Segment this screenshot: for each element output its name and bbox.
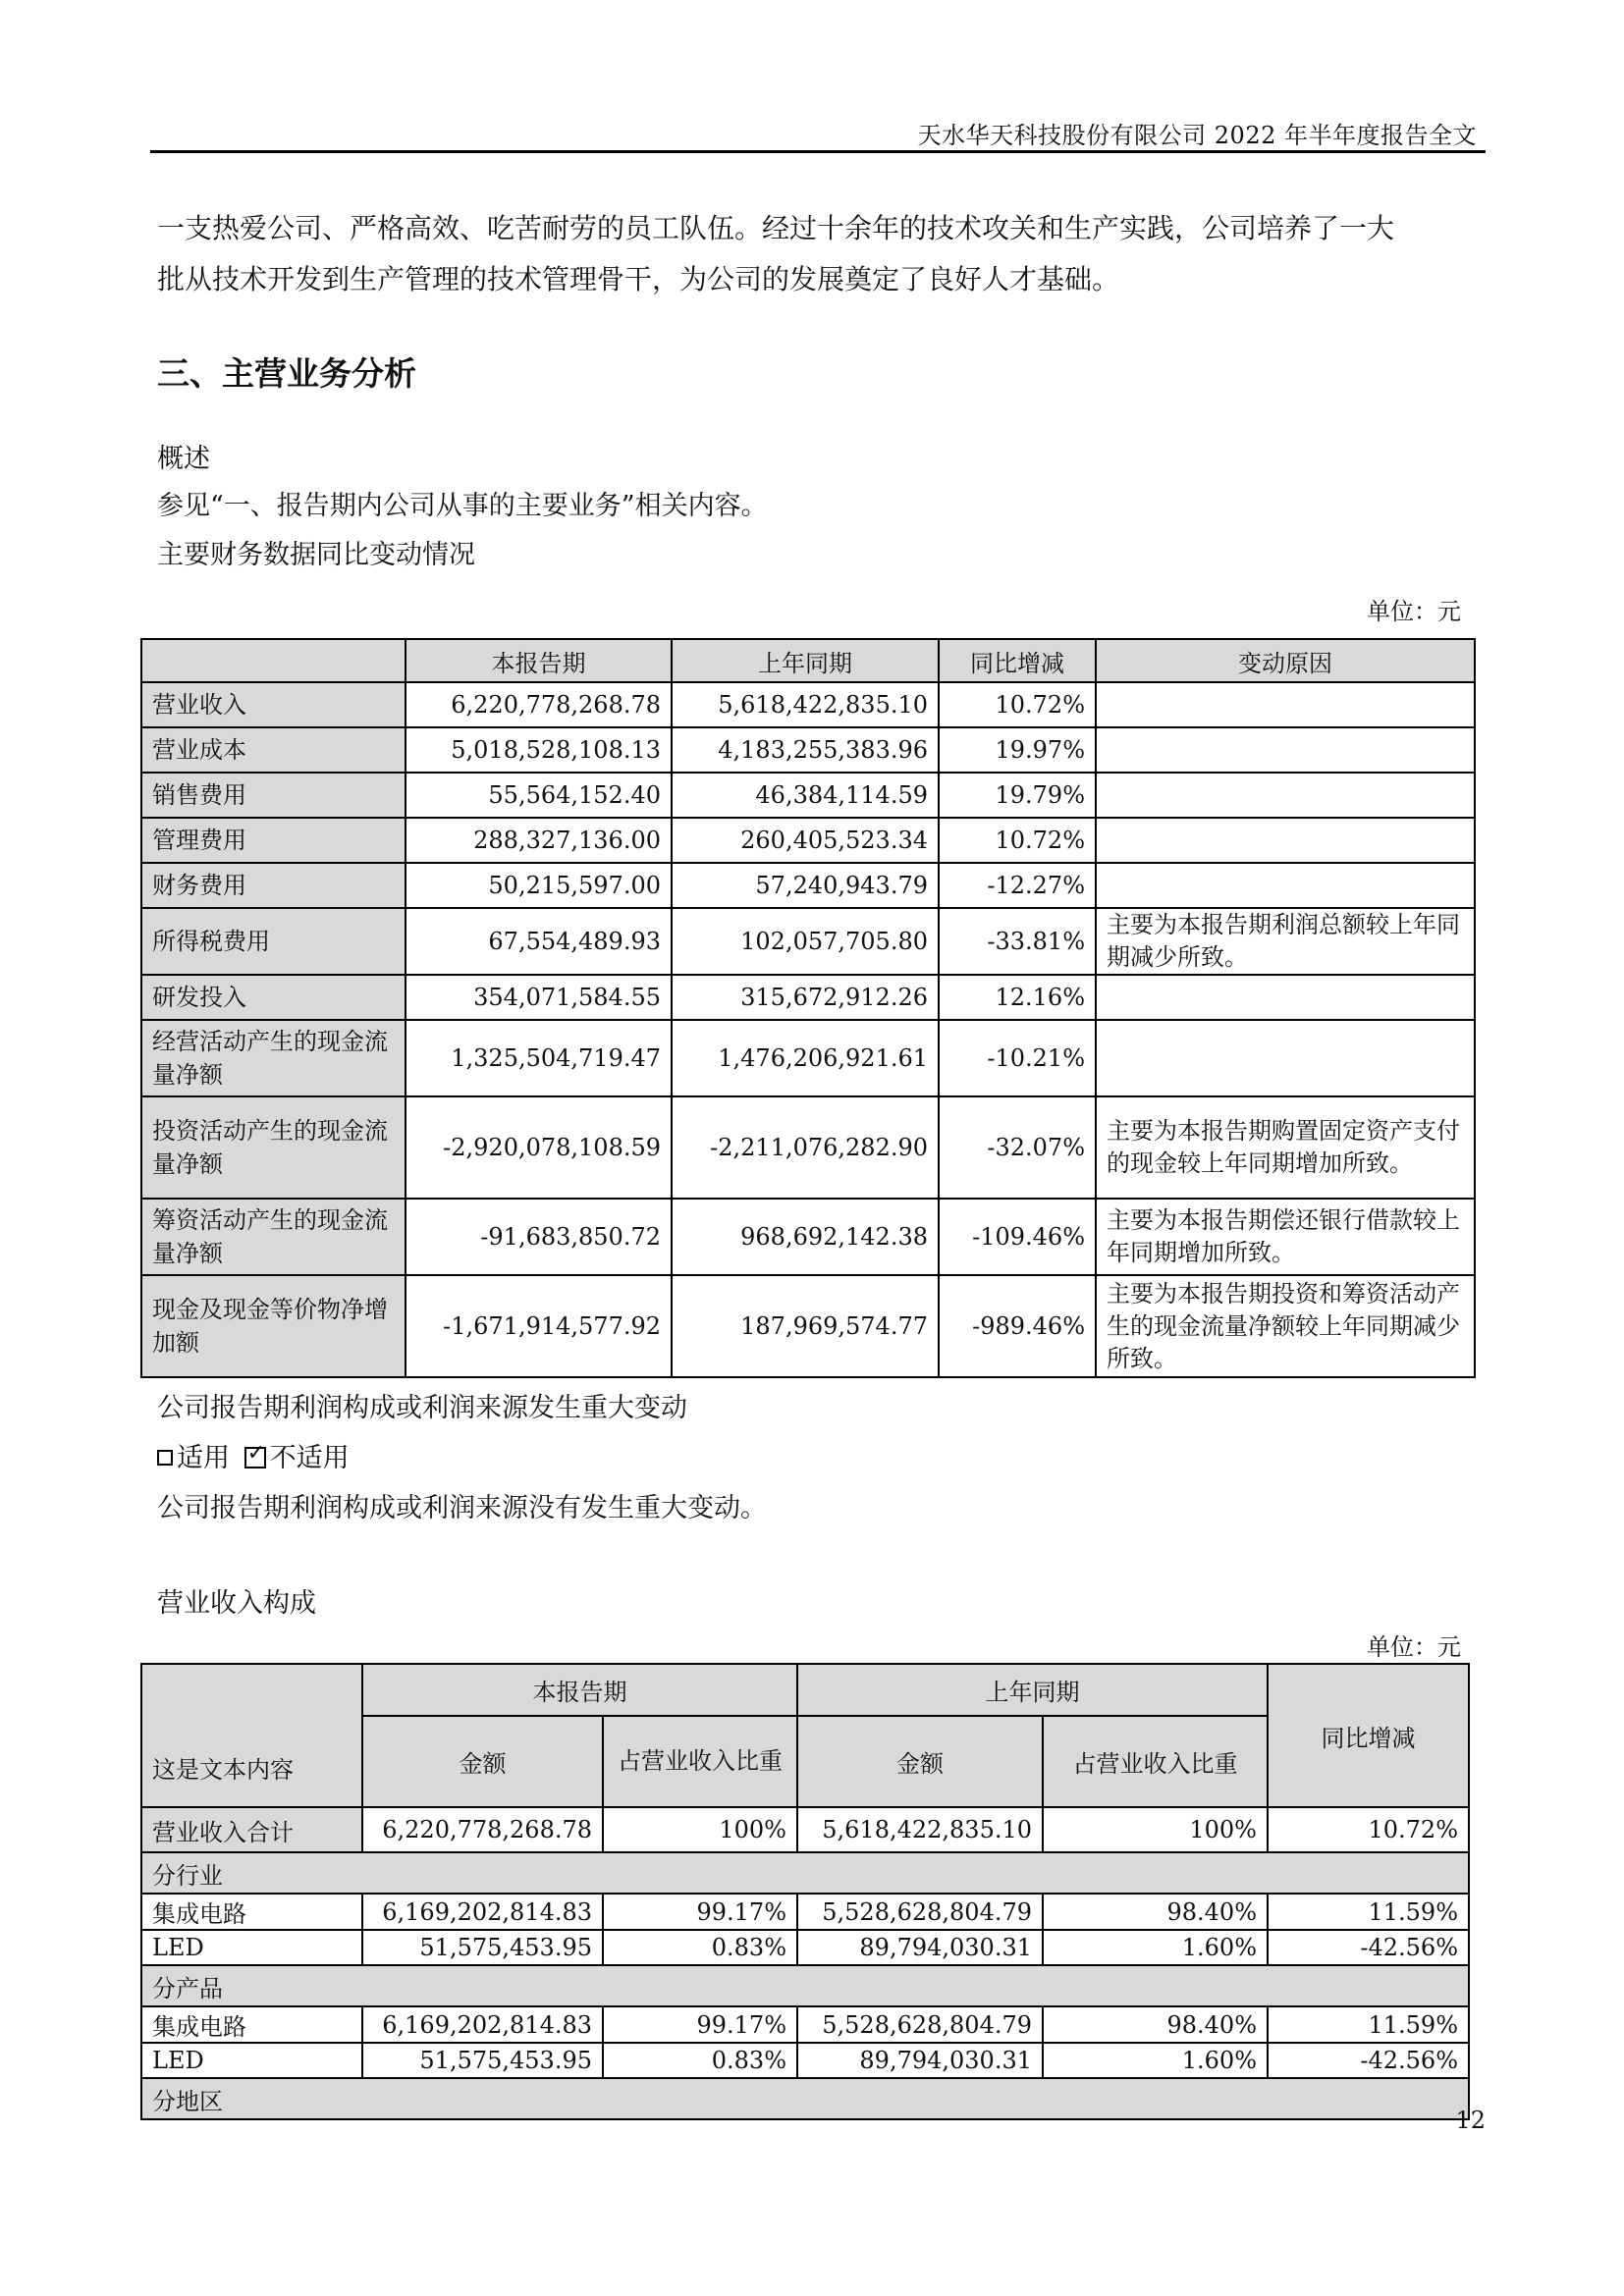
row-item: 销售费用	[141, 773, 406, 818]
row-change: -32.07%	[939, 1096, 1096, 1199]
section-heading: 三、主营业务分析	[157, 354, 416, 393]
revenue-group-header-row	[141, 1664, 1469, 1716]
group-by-product	[141, 1965, 1469, 2006]
row-current-ratio: 99.17%	[603, 2006, 797, 2043]
row-current-amount: 6,220,778,268.78	[362, 1807, 603, 1852]
row-prior: 46,384,114.59	[672, 773, 939, 818]
table-row	[141, 773, 1475, 818]
row-item: 研发投入	[141, 975, 406, 1020]
header-prior: 上年同期	[672, 639, 939, 682]
revenue-unit: 单位：元	[1367, 1633, 1461, 1661]
row-current: -2,920,078,108.59	[406, 1096, 672, 1199]
header-rule	[150, 150, 1486, 153]
check-icon: ✓	[246, 1440, 266, 1466]
row-current: 288,327,136.00	[406, 818, 672, 863]
row-reason	[1096, 727, 1475, 773]
revenue-title: 营业收入构成	[157, 1588, 316, 1619]
row-current: 55,564,152.40	[406, 773, 672, 818]
row-prior-amount: 5,528,628,804.79	[797, 1894, 1043, 1930]
row-current-ratio: 0.83%	[603, 2043, 797, 2078]
row-item: 营业收入	[141, 682, 406, 727]
row-current: 67,554,489.93	[406, 908, 672, 975]
row-prior: 968,692,142.38	[672, 1199, 939, 1275]
group-by-product-label: 分产品	[141, 1965, 1469, 2006]
row-change: -989.46%	[939, 1275, 1096, 1377]
group-by-industry-label: 分行业	[141, 1852, 1469, 1894]
row-reason	[1096, 773, 1475, 818]
row-item: 营业收入合计	[141, 1807, 362, 1852]
overview-label: 概述	[157, 444, 210, 474]
row-current-amount: 6,169,202,814.83	[362, 1894, 603, 1930]
row-reason	[1096, 1020, 1475, 1096]
table1-unit: 单位：元	[1367, 598, 1461, 625]
table-row	[141, 2043, 1469, 2078]
row-yoy: -42.56%	[1268, 1930, 1469, 1965]
intro-line-1: 一支热爱公司、严格高效、吃苦耐劳的员工队伍。经过十余年的技术攻关和生产实践，公司培养了一大	[157, 212, 1395, 244]
row-item: 所得税费用	[141, 908, 406, 975]
row-prior-ratio: 1.60%	[1043, 1930, 1268, 1965]
row-item: 现金及现金等价物净增加额	[141, 1275, 406, 1377]
applicable-checkbox[interactable]	[157, 1450, 173, 1466]
row-reason: 主要为本报告期购置固定资产支付的现金较上年同期增加所致。	[1096, 1096, 1475, 1199]
row-prior-ratio: 98.40%	[1043, 1894, 1268, 1930]
row-current: 6,220,778,268.78	[406, 682, 672, 727]
row-prior: 4,183,255,383.96	[672, 727, 939, 773]
table-row	[141, 975, 1475, 1020]
row-item: 财务费用	[141, 863, 406, 908]
header-item	[141, 639, 406, 682]
overview-text: 参见“一、报告期内公司从事的主要业务”相关内容。	[157, 491, 768, 521]
applicability-options	[157, 1436, 350, 1474]
row-current: -1,671,914,577.92	[406, 1275, 672, 1377]
table-row	[141, 1199, 1475, 1275]
table-row	[141, 727, 1475, 773]
pri-amount-header: 金额	[797, 1716, 1043, 1807]
row-prior-amount: 89,794,030.31	[797, 1930, 1043, 1965]
table1-header-row	[141, 639, 1475, 682]
row-prior: 57,240,943.79	[672, 863, 939, 908]
table-row	[141, 1807, 1469, 1852]
row-reason	[1096, 682, 1475, 727]
row-current: 50,215,597.00	[406, 863, 672, 908]
group-current-header: 本报告期	[362, 1664, 797, 1716]
row-current: -91,683,850.72	[406, 1199, 672, 1275]
row-change: 12.16%	[939, 975, 1096, 1020]
group-by-industry	[141, 1852, 1469, 1894]
table-row	[141, 1096, 1475, 1199]
row-yoy: 10.72%	[1268, 1807, 1469, 1852]
row-change: -10.21%	[939, 1020, 1096, 1096]
cur-amount-header: 金额	[362, 1716, 603, 1807]
row-prior: 260,405,523.34	[672, 818, 939, 863]
row-yoy: -42.56%	[1268, 2043, 1469, 2078]
row-change: -33.81%	[939, 908, 1096, 975]
row-prior: 1,476,206,921.61	[672, 1020, 939, 1096]
row-item: 集成电路	[141, 2006, 362, 2043]
row-item: 筹资活动产生的现金流量净额	[141, 1199, 406, 1275]
row-prior: -2,211,076,282.90	[672, 1096, 939, 1199]
table-row	[141, 2006, 1469, 2043]
profit-change-statement: 公司报告期利润构成或利润来源没有发生重大变动。	[157, 1493, 767, 1523]
row-change: 19.79%	[939, 773, 1096, 818]
row-prior-amount: 89,794,030.31	[797, 2043, 1043, 2078]
header-reason: 变动原因	[1096, 639, 1475, 682]
applicable-label: 适用	[177, 1443, 230, 1473]
group-prior-header: 上年同期	[797, 1664, 1268, 1716]
row-prior: 315,672,912.26	[672, 975, 939, 1020]
row-item: LED	[141, 1930, 362, 1965]
row-current: 1,325,504,719.47	[406, 1020, 672, 1096]
row-change: -12.27%	[939, 863, 1096, 908]
table-row	[141, 908, 1475, 975]
table-row	[141, 1930, 1469, 1965]
not-applicable-checkbox[interactable]	[244, 1440, 266, 1468]
table-row	[141, 818, 1475, 863]
row-change: 10.72%	[939, 682, 1096, 727]
row-item: 管理费用	[141, 818, 406, 863]
not-applicable-label: 不适用	[269, 1443, 350, 1473]
page-number: 12	[1455, 2107, 1486, 2134]
row-current-ratio: 100%	[603, 1807, 797, 1852]
row-reason	[1096, 975, 1475, 1020]
row-prior-ratio: 98.40%	[1043, 2006, 1268, 2043]
table1-title: 主要财务数据同比变动情况	[157, 540, 475, 570]
row-current: 5,018,528,108.13	[406, 727, 672, 773]
header-change: 同比增减	[939, 639, 1096, 682]
row-change: 10.72%	[939, 818, 1096, 863]
row-change: 19.97%	[939, 727, 1096, 773]
revenue-composition-table	[140, 1663, 1470, 2120]
row-reason: 主要为本报告期投资和筹资活动产生的现金流量净额较上年同期减少所致。	[1096, 1275, 1475, 1377]
pri-ratio-header: 占营业收入比重	[1043, 1716, 1268, 1807]
financial-change-table	[140, 638, 1476, 1378]
row-item: 经营活动产生的现金流量净额	[141, 1020, 406, 1096]
row-change: -109.46%	[939, 1199, 1096, 1275]
row-prior-ratio: 1.60%	[1043, 2043, 1268, 2078]
yoy-header: 同比增减	[1268, 1664, 1469, 1807]
row-current-ratio: 99.17%	[603, 1894, 797, 1930]
row-reason	[1096, 818, 1475, 863]
row-current: 354,071,584.55	[406, 975, 672, 1020]
intro-line-2: 批从技术开发到生产管理的技术管理骨干，为公司的发展奠定了良好人才基础。	[157, 263, 1120, 295]
row-current-amount: 6,169,202,814.83	[362, 2006, 603, 2043]
group-by-region-label: 分地区	[141, 2078, 1469, 2119]
row-prior-amount: 5,528,628,804.79	[797, 2006, 1043, 2043]
row-reason	[1096, 863, 1475, 908]
row-prior-ratio: 100%	[1043, 1807, 1268, 1852]
intro-paragraph	[157, 203, 1483, 305]
row-item: LED	[141, 2043, 362, 2078]
row-item: 集成电路	[141, 1894, 362, 1930]
row-yoy: 11.59%	[1268, 2006, 1469, 2043]
row-current-amount: 51,575,453.95	[362, 1930, 603, 1965]
row-item: 投资活动产生的现金流量净额	[141, 1096, 406, 1199]
table-row	[141, 1894, 1469, 1930]
row-current-ratio: 0.83%	[603, 1930, 797, 1965]
row-prior-amount: 5,618,422,835.10	[797, 1807, 1043, 1852]
table-row	[141, 1275, 1475, 1377]
table-row	[141, 682, 1475, 727]
row-yoy: 11.59%	[1268, 1894, 1469, 1930]
row-reason: 主要为本报告期利润总额较上年同期减少所致。	[1096, 908, 1475, 975]
table-row	[141, 1020, 1475, 1096]
revenue-header-item: 这是文本内容	[141, 1664, 362, 1807]
row-item: 营业成本	[141, 727, 406, 773]
page-header-title: 天水华天科技股份有限公司 2022 年半年度报告全文	[917, 122, 1477, 149]
group-by-region	[141, 2078, 1469, 2119]
row-reason: 主要为本报告期偿还银行借款较上年同期增加所致。	[1096, 1199, 1475, 1275]
table-row	[141, 863, 1475, 908]
cur-ratio-header: 占营业收入比重	[603, 1716, 797, 1807]
row-prior: 5,618,422,835.10	[672, 682, 939, 727]
row-prior: 102,057,705.80	[672, 908, 939, 975]
header-current: 本报告期	[406, 639, 672, 682]
row-current-amount: 51,575,453.95	[362, 2043, 603, 2078]
profit-change-question: 公司报告期利润构成或利润来源发生重大变动	[157, 1393, 687, 1423]
row-prior: 187,969,574.77	[672, 1275, 939, 1377]
